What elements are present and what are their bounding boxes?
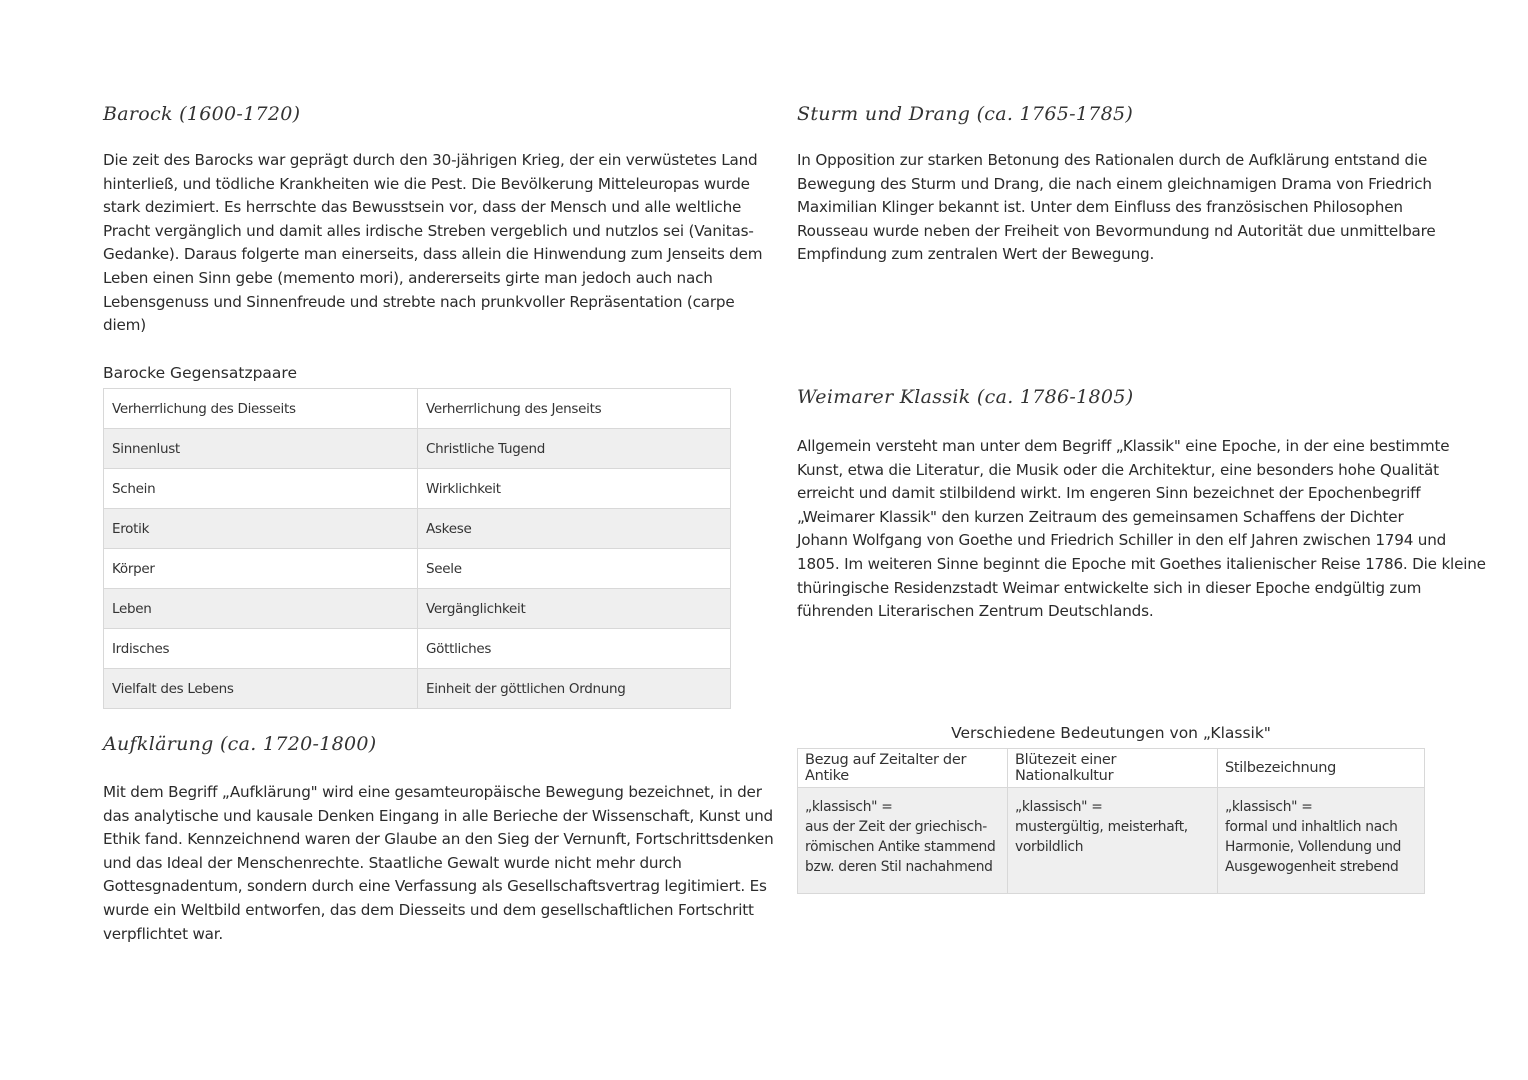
cell-line: „klassisch" = bbox=[1225, 799, 1313, 815]
text-line: Ethik fand. Kennzeichnend waren der Glaube an den Sieg der Vernunft, Fortschrittsdenken bbox=[103, 830, 774, 849]
table-cell: Körper bbox=[104, 549, 418, 589]
text-line: Empfindung zum zentralen Wert der Bewegung. bbox=[797, 245, 1155, 264]
text-line: das analytische und kausale Denken Eingang in alle Berieche der Wissenschaft, Kunst und bbox=[103, 806, 773, 825]
gegensatzpaare-table bbox=[103, 388, 731, 709]
text-line: Kunst, etwa die Literatur, die Musik oder die Architektur, eine besonders hohe Qualität bbox=[797, 460, 1439, 479]
table-cell: Göttliches bbox=[418, 629, 731, 669]
text-line: verpflichtet war. bbox=[103, 924, 224, 943]
cell-line: vorbildlich bbox=[1015, 839, 1084, 855]
klassik-paragraph bbox=[797, 435, 1486, 624]
cell-line: Harmonie, Vollendung und bbox=[1225, 839, 1402, 855]
table-header-cell: Stilbezeichnung bbox=[1218, 749, 1425, 788]
barock-paragraph bbox=[103, 149, 763, 338]
cell-line: formal und inhaltlich nach bbox=[1225, 819, 1398, 835]
table-cell: Einheit der göttlichen Ordnung bbox=[418, 669, 731, 709]
table-cell bbox=[1008, 788, 1218, 894]
table-cell: Vielfalt des Lebens bbox=[104, 669, 418, 709]
cell-line: „klassisch" = bbox=[805, 799, 893, 815]
text-line: Gedanke). Daraus folgerte man einerseits, dass allein die Hinwendung zum Jenseits dem bbox=[103, 245, 763, 264]
text-line: Pracht vergänglich und damit alles irdische Streben vergeblich und nutzlos sei (Vanitas- bbox=[103, 221, 754, 240]
text-line: In Opposition zur starken Betonung des Rationalen durch de Aufklärung entstand die bbox=[797, 151, 1428, 169]
text-line: diem) bbox=[103, 316, 146, 335]
aufklaerung-heading: Aufklärung (ca. 1720-1800) bbox=[103, 733, 377, 755]
text-line: hinterließ, und tödliche Krankheiten wie die Pest. Die Bevölkerung Mitteleuropas wurde bbox=[103, 174, 750, 193]
text-line: Rousseau wurde neben der Freiheit von Bevormundung nd Autorität due unmittelbare bbox=[797, 221, 1436, 240]
table-header-cell: Bezug auf Zeitalter der Antike bbox=[798, 749, 1008, 788]
text-line: erreicht und damit stilbildend wirkt. Im engeren Sinn bezeichnet der Epochenbegriff bbox=[797, 484, 1421, 503]
table-cell: Sinnenlust bbox=[104, 429, 418, 469]
table-row bbox=[104, 549, 731, 589]
cell-line: mustergültig, meisterhaft, bbox=[1015, 819, 1188, 835]
table-header-cell: Blütezeit einer Nationalkultur bbox=[1008, 749, 1218, 788]
klassik-heading: Weimarer Klassik (ca. 1786-1805) bbox=[797, 386, 1134, 408]
table-row bbox=[104, 429, 731, 469]
text-line: wurde ein Weltbild entworfen, das dem Diesseits und dem gesellschaftlichen Fortschritt bbox=[103, 900, 754, 919]
text-line: stark dezimiert. Es herrschte das Bewusstsein vor, dass der Mensch und alle weltliche bbox=[103, 198, 742, 217]
table-cell: Leben bbox=[104, 589, 418, 629]
text-line: Mit dem Begriff „Aufklärung" wird eine gesamteuropäische Bewegung bezeichnet, in der bbox=[103, 783, 762, 801]
text-line: Allgemein versteht man unter dem Begriff „Klassik" eine Epoche, in der eine bestimmte bbox=[797, 437, 1450, 455]
text-line: „Weimarer Klassik" den kurzen Zeitraum des gemeinsamen Schaffens der Dichter bbox=[797, 507, 1404, 526]
table-cell bbox=[1218, 788, 1425, 894]
text-line: thüringische Residenzstadt Weimar entwickelte sich in dieser Epoche endgültig zum bbox=[797, 578, 1422, 597]
table-cell: Seele bbox=[418, 549, 731, 589]
text-line: 1805. Im weiteren Sinne beginnt die Epoche mit Goethes italienischer Reise 1786. Die kleine bbox=[797, 554, 1486, 573]
table-cell: Erotik bbox=[104, 509, 418, 549]
sturm-paragraph bbox=[797, 149, 1436, 267]
table-row bbox=[104, 629, 731, 669]
table-row bbox=[798, 788, 1425, 894]
table-cell: Verherrlichung des Jenseits bbox=[418, 389, 731, 429]
text-line: Bewegung des Sturm und Drang, die nach einem gleichnamigen Drama von Friedrich bbox=[797, 174, 1432, 193]
text-line: Die zeit des Barocks war geprägt durch den 30-jährigen Krieg, der ein verwüstetes Land bbox=[103, 151, 758, 169]
text-line: Lebensgenuss und Sinnenfreude und strebte nach prunkvoller Repräsentation (carpe bbox=[103, 292, 735, 311]
table-cell: Wirklichkeit bbox=[418, 469, 731, 509]
table-cell: Schein bbox=[104, 469, 418, 509]
text-line: Johann Wolfgang von Goethe und Friedrich Schiller in den elf Jahren zwischen 1794 und bbox=[797, 531, 1447, 550]
table-row bbox=[104, 589, 731, 629]
text-line: Gottesgnadentum, sondern durch eine Verfassung als Gesellschaftsvertrag legitimiert. Es bbox=[103, 877, 767, 896]
text-line: führenden Literarischen Zentrum Deutschlands. bbox=[797, 602, 1154, 621]
text-line: Maximilian Klinger bekannt ist. Unter dem Einfluss des französischen Philosophen bbox=[797, 198, 1403, 217]
table-cell: Irdisches bbox=[104, 629, 418, 669]
aufklaerung-paragraph bbox=[103, 781, 774, 946]
cell-line: römischen Antike stammend bbox=[805, 839, 996, 855]
cell-line: Ausgewogenheit strebend bbox=[1225, 859, 1399, 875]
table-cell: Askese bbox=[418, 509, 731, 549]
table-cell: Vergänglichkeit bbox=[418, 589, 731, 629]
table-row bbox=[104, 389, 731, 429]
table-row bbox=[104, 669, 731, 709]
table-row bbox=[104, 469, 731, 509]
cell-line: „klassisch" = bbox=[1015, 799, 1103, 815]
table-cell bbox=[798, 788, 1008, 894]
text-line: Leben einen Sinn gebe (memento mori), andererseits girte man jedoch auch nach bbox=[103, 268, 713, 287]
table-header-row bbox=[798, 749, 1425, 788]
table-row bbox=[104, 509, 731, 549]
barock-heading: Barock (1600-1720) bbox=[103, 103, 301, 125]
cell-line: aus der Zeit der griechisch- bbox=[805, 819, 987, 835]
sturm-heading: Sturm und Drang (ca. 1765-1785) bbox=[797, 103, 1134, 125]
klassik-table-title: Verschiedene Bedeutungen von „Klassik" bbox=[951, 724, 1271, 742]
table-cell: Verherrlichung des Diesseits bbox=[104, 389, 418, 429]
text-line: und das Ideal der Menschenrechte. Staatliche Gewalt wurde nicht mehr durch bbox=[103, 853, 682, 872]
table-cell: Christliche Tugend bbox=[418, 429, 731, 469]
klassik-meanings-table bbox=[797, 748, 1425, 894]
gegensatzpaare-title: Barocke Gegensatzpaare bbox=[103, 364, 297, 382]
cell-line: bzw. deren Stil nachahmend bbox=[805, 859, 993, 875]
